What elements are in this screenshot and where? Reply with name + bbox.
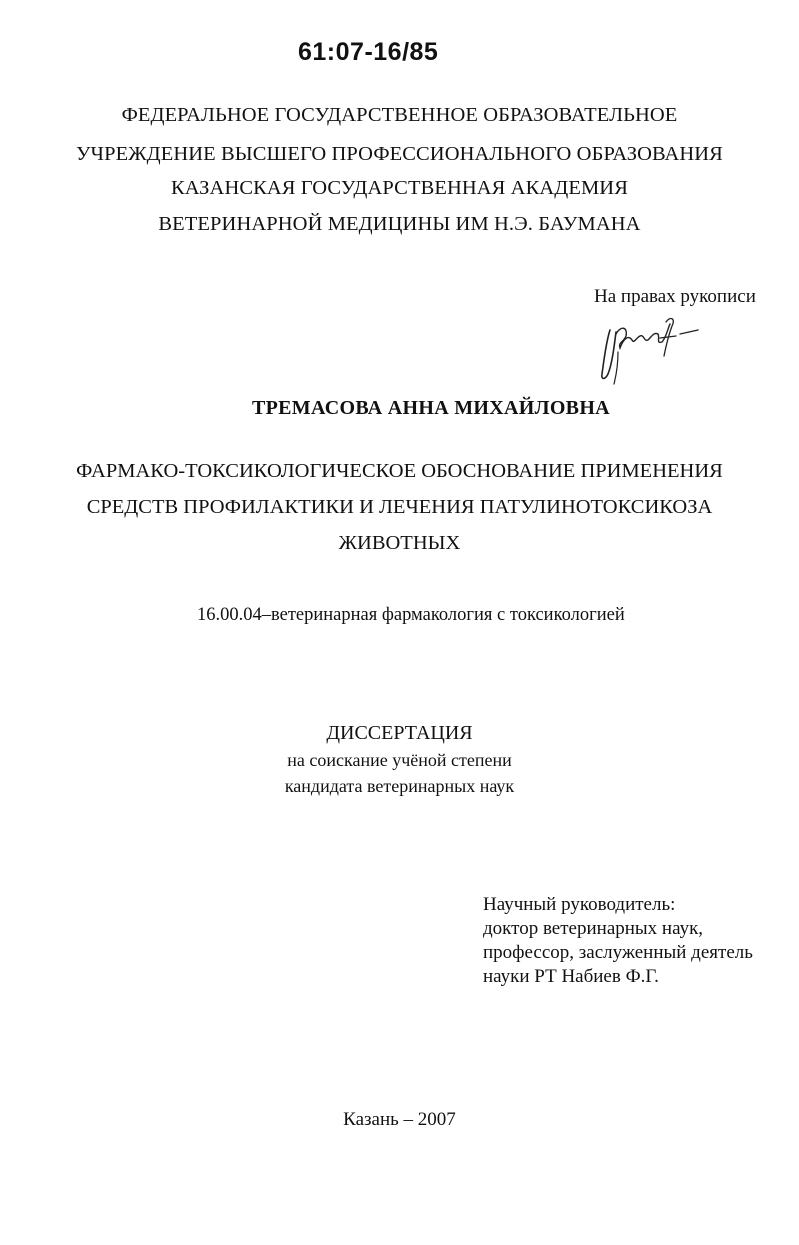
- city-year: Казань – 2007: [343, 1109, 456, 1130]
- advisor-line-1: Научный руководитель:: [483, 894, 676, 915]
- manuscript-note: На правах рукописи: [594, 286, 756, 307]
- thesis-title-line-3: ЖИВОТНЫХ: [338, 532, 461, 554]
- advisor-line-4: науки РТ Набиев Ф.Г.: [483, 966, 659, 987]
- advisor-line-3: профессор, заслуженный деятель: [483, 942, 753, 963]
- degree-line-2: кандидата ветеринарных наук: [284, 776, 515, 796]
- thesis-title-line-2: СРЕДСТВ ПРОФИЛАКТИКИ И ЛЕЧЕНИЯ ПАТУЛИНОТОКСИКОЗА: [86, 496, 713, 518]
- author-name: ТРЕМАСОВА АННА МИХАЙЛОВНА: [252, 397, 610, 419]
- institution-line-2: УЧРЕЖДЕНИЕ ВЫСШЕГО ПРОФЕССИОНАЛЬНОГО ОБРАЗОВАНИЯ: [76, 143, 723, 165]
- specialty-code: 16.00.04–ветеринарная фармакология с токсикологией: [197, 605, 625, 625]
- document-type: ДИССЕРТАЦИЯ: [326, 722, 473, 744]
- institution-line-3: КАЗАНСКАЯ ГОСУДАРСТВЕННАЯ АКАДЕМИЯ: [171, 177, 628, 199]
- thesis-title-line-1: ФАРМАКО-ТОКСИКОЛОГИЧЕСКОЕ ОБОСНОВАНИЕ ПРИМЕНЕНИЯ: [76, 460, 723, 482]
- archive-code: 61:07-16/85: [298, 38, 439, 66]
- advisor-line-2: доктор ветеринарных наук,: [483, 918, 704, 939]
- handwritten-signature: [596, 312, 706, 392]
- degree-line-1: на соискание учёной степени: [287, 750, 512, 770]
- institution-line-1: ФЕДЕРАЛЬНОЕ ГОСУДАРСТВЕННОЕ ОБРАЗОВАТЕЛЬНОЕ: [121, 104, 678, 126]
- institution-line-4: ВЕТЕРИНАРНОЙ МЕДИЦИНЫ ИМ Н.Э. БАУМАНА: [158, 213, 641, 235]
